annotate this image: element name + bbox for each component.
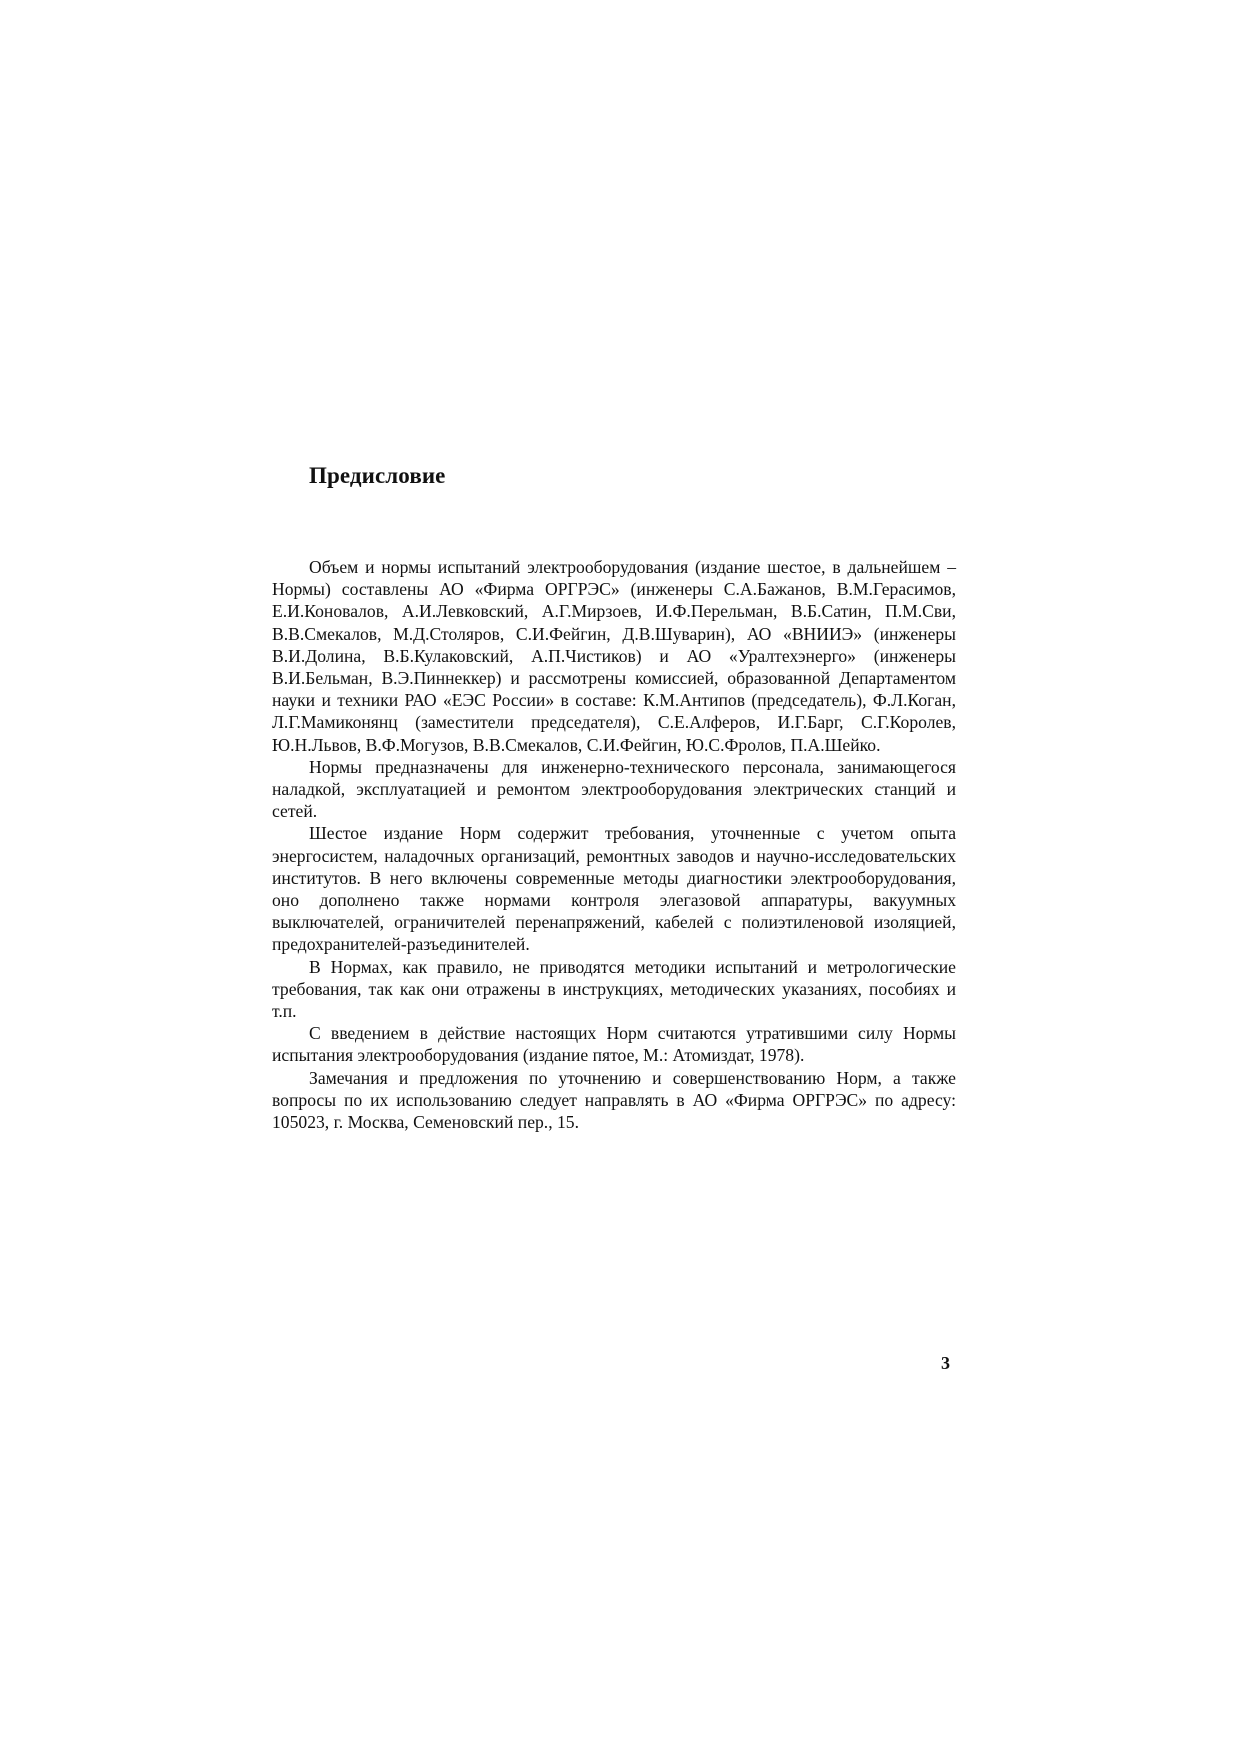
page-number: 3 bbox=[941, 1353, 950, 1373]
page-title: Предисловие bbox=[309, 463, 446, 488]
paragraph-audience: Нормы предназначены для инженерно-технического персонала, занимающегося наладкой, эксплуатацией и ремонтом электрооборудования электрических станций и сетей. bbox=[272, 756, 956, 822]
paragraph-authors: Объем и нормы испытаний электрооборудования (издание шестое, в дальнейшем – Нормы) составлены АО «Фирма ОРГРЭС» (инженеры С.А.Бажанов, В.М.Герасимов, Е.И.Коновалов, А.И.Левковский, А.Г.Мирзоев, И.Ф.Перельман, В.Б.Сатин, П.М.Сви, В.В.Смекалов, М.Д.Столяров, С.И.Фейгин, Д.В.Шуварин), АО «ВНИИЭ» (инженеры В.И.Долина, В.Б.Кулаковский, А.П.Чистиков) и АО «Уралтехэнерго» (инженеры В.И.Бельман, В.Э.Пиннеккер) и рассмотрены комиссией, образованной Департаментом науки и техники РАО «ЕЭС России» в составе: К.М.Антипов (председатель), Ф.Л.Коган, Л.Г.Мамиконянц (заместители председателя), С.Е.Алферов, И.Г.Барг, С.Г.Королев, Ю.Н.Львов, В.Ф.Могузов, В.В.Смекалов, С.И.Фейгин, Ю.С.Фролов, П.А.Шейко. bbox=[272, 557, 956, 755]
paragraph-methods: В Нормах, как правило, не приводятся методики испытаний и метрологические требования, так как они отражены в инструкциях, методических указаниях, пособиях и т.п. bbox=[272, 956, 956, 1022]
paragraph-contact: Замечания и предложения по уточнению и совершенствованию Норм, а также вопросы по их использованию следует направлять в АО «Фирма ОРГРЭС» по адресу: 105023, г. Москва, Семеновский пер., 15. bbox=[272, 1067, 956, 1133]
preface-body bbox=[272, 556, 956, 1133]
paragraph-supersedes: С введением в действие настоящих Норм считаются утратившими силу Нормы испытания электрооборудования (издание пятое, М.: Атомиздат, 1978). bbox=[272, 1023, 956, 1066]
paragraph-edition: Шестое издание Норм содержит требования, уточненные с учетом опыта энергосистем, наладочных организаций, ремонтных заводов и научно-исследовательских институтов. В него включены современные методы диагностики электрооборудования, оно дополнено также нормами контроля элегазовой аппаратуры, вакуумных выключателей, ограничителей перенапряжений, кабелей с полиэтиленовой изоляцией, предохранителей-разъединителей. bbox=[272, 823, 956, 955]
